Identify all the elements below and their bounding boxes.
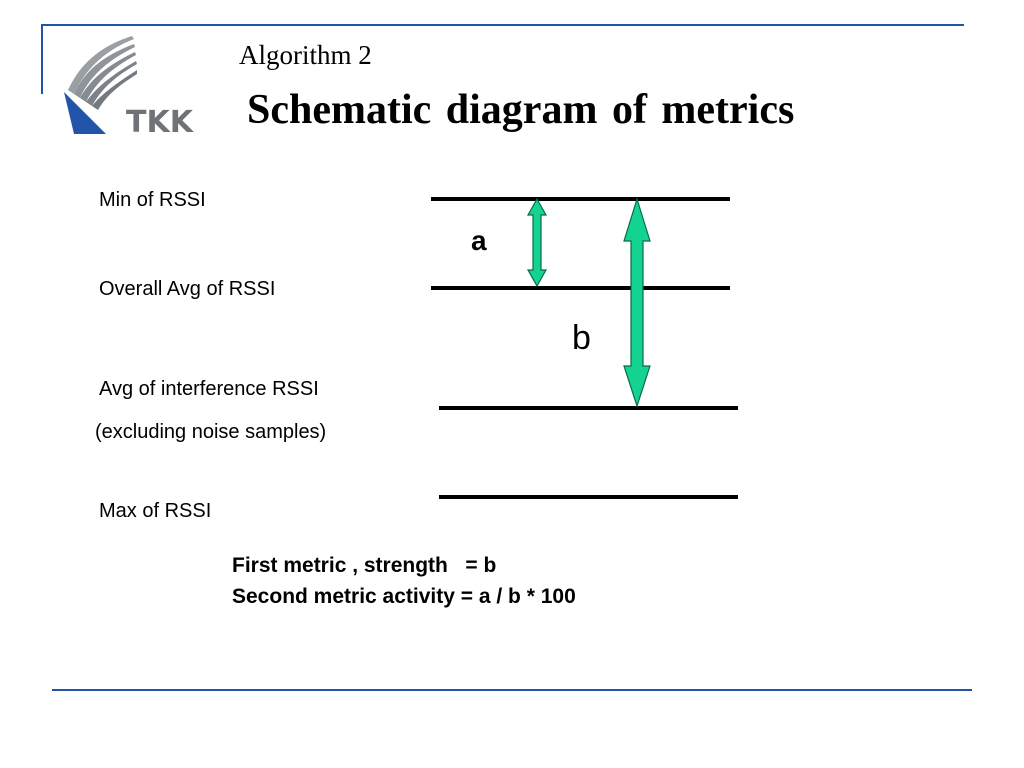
slide-title: Schematic diagram of metrics bbox=[247, 87, 795, 133]
metric-strength-formula: First metric , strength = b bbox=[232, 554, 497, 577]
arrow-b-icon bbox=[624, 199, 650, 406]
label-interference-avg-rssi: Avg of interference RSSI bbox=[99, 378, 319, 400]
label-overall-avg-rssi: Overall Avg of RSSI bbox=[99, 278, 276, 300]
arrow-b-label: b bbox=[572, 319, 591, 357]
label-interference-note: (excluding noise samples) bbox=[95, 421, 327, 443]
arrow-a-icon bbox=[528, 199, 546, 286]
label-min-rssi: Min of RSSI bbox=[99, 189, 206, 211]
arrow-a-label: a bbox=[471, 225, 487, 256]
tkk-logo-text: TKK bbox=[126, 105, 193, 138]
slide-subtitle: Algorithm 2 bbox=[239, 40, 372, 70]
metric-activity-formula: Second metric activity = a / b * 100 bbox=[232, 585, 576, 608]
label-max-rssi: Max of RSSI bbox=[99, 500, 212, 522]
